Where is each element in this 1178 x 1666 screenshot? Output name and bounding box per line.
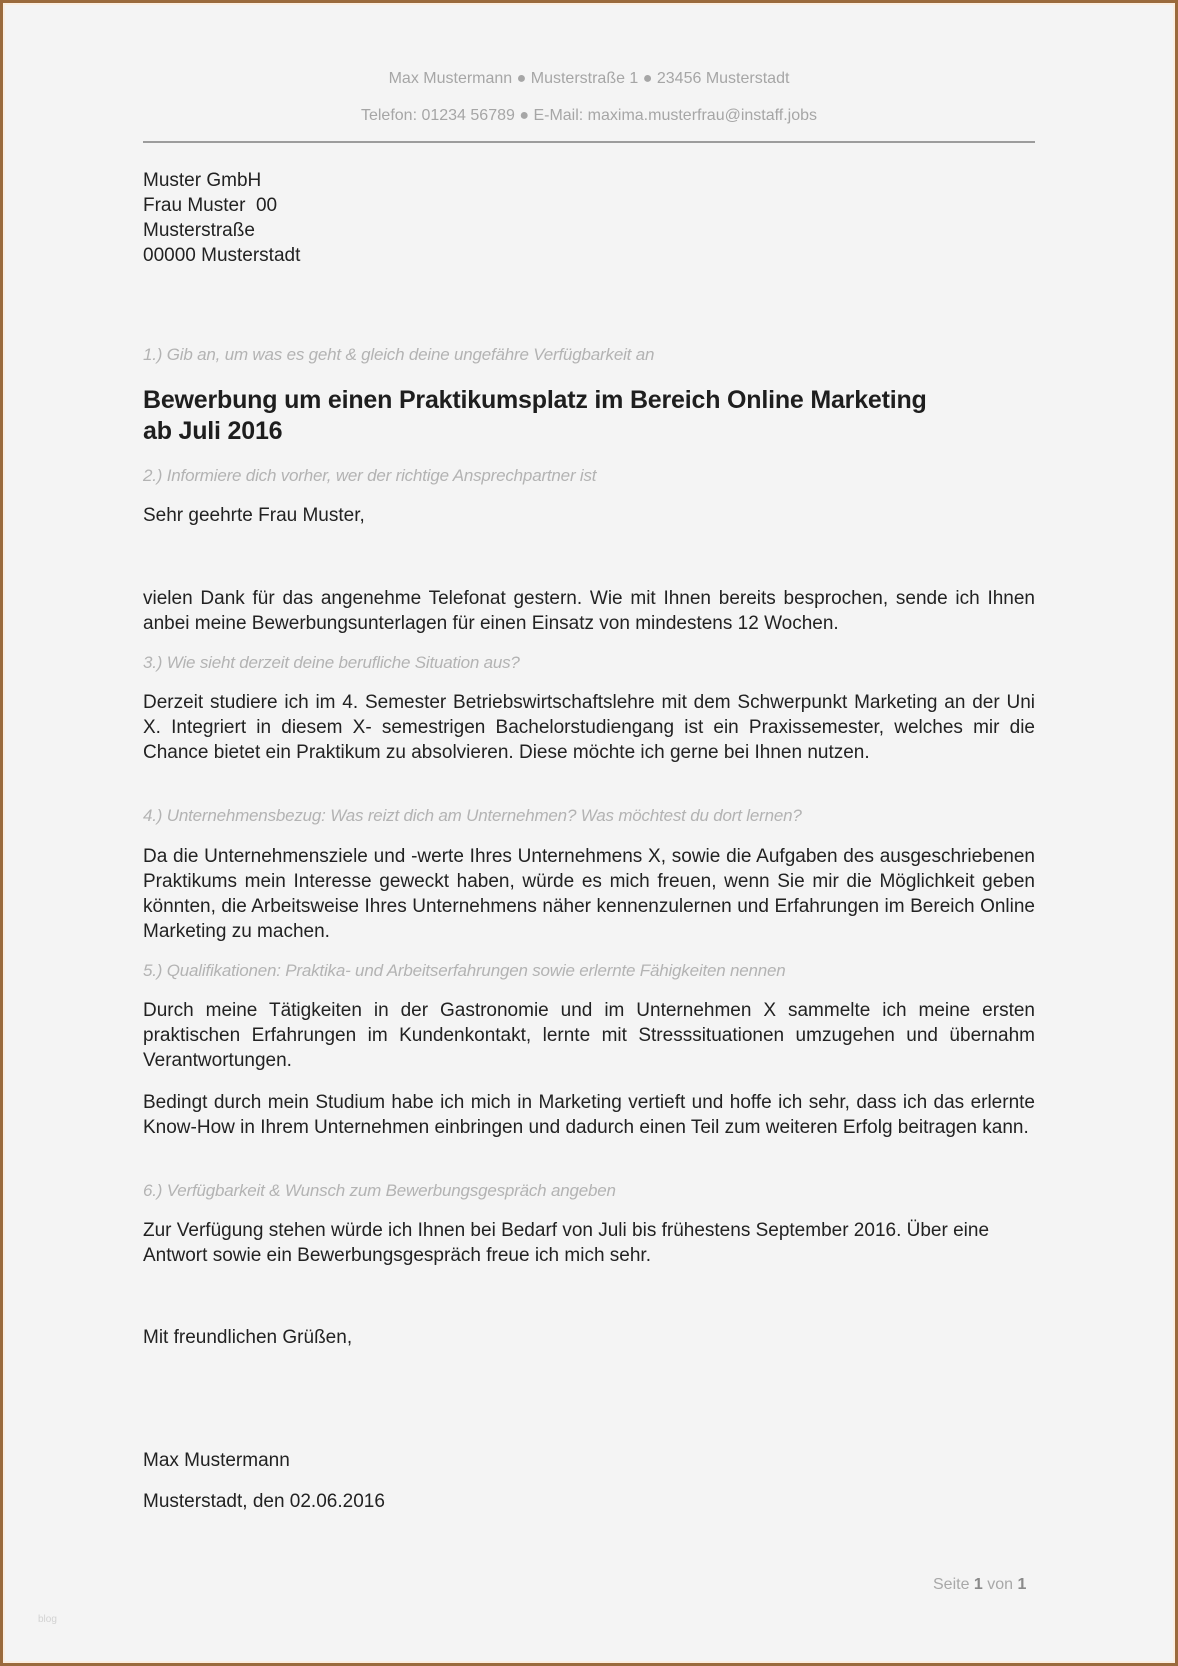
paragraph-intro: vielen Dank für das angenehme Telefonat gestern. Wie mit Ihnen bereits besprochen, sende ich Ihnen anbei meine Bewerbungsunterlagen für einen Einsatz von mindestens 12 Wochen.	[143, 588, 1035, 634]
sender-address-line: Max Mustermann ● Musterstraße 1 ● 23456 Musterstadt	[388, 70, 790, 87]
page-total: 1	[1017, 1576, 1027, 1593]
subject-heading	[143, 385, 1043, 447]
page-of: von	[987, 1576, 1014, 1593]
subject-line-2: ab Juli 2016	[143, 417, 283, 445]
subject-line-1: Bewerbung um einen Praktikumsplatz im Bereich Online Marketing	[143, 386, 927, 414]
page-current: 1	[973, 1576, 983, 1593]
watermark: blog	[38, 1614, 57, 1625]
signature-name: Max Mustermann	[143, 1450, 290, 1471]
paragraph-availability: Zur Verfügung stehen würde ich Ihnen bei Bedarf von Juli bis frühestens September 2016. Über eine Antwort sowie ein Bewerbungsgespräch freue ich mich sehr.	[143, 1220, 990, 1266]
hint-2: 2.) Informiere dich vorher, wer der richtige Ansprechpartner ist	[143, 466, 597, 485]
recipient-street: Musterstraße	[143, 220, 255, 241]
recipient-address	[143, 168, 300, 268]
paragraph-situation: Derzeit studiere ich im 4. Semester Betriebswirtschaftslehre mit dem Schwerpunkt Marketing an der Uni X. Integriert in diesem X- semestrigen Bachelorstudiengang ist ein Praxissemester, welches mir die Chance bietet ein Praktikum zu absolvieren. Diese möchte ich gerne bei Ihnen nutzen.	[143, 692, 1035, 763]
place-date: Musterstadt, den 02.06.2016	[143, 1491, 385, 1512]
salutation: Sehr geehrte Frau Muster,	[143, 505, 365, 526]
closing: Mit freundlichen Grüßen,	[143, 1327, 353, 1348]
recipient-city: 00000 Musterstadt	[143, 245, 301, 266]
page-number	[933, 1576, 1026, 1594]
hint-1: 1.) Gib an, um was es geht & gleich deine ungefähre Verfügbarkeit an	[143, 345, 655, 364]
hint-3: 3.) Wie sieht derzeit deine berufliche Situation aus?	[143, 653, 520, 672]
header-divider	[143, 141, 1035, 143]
sender-contact-line: Telefon: 01234 56789 ● E-Mail: maxima.musterfrau@instaff.jobs	[360, 107, 818, 124]
page-label: Seite	[933, 1576, 970, 1593]
hint-6: 6.) Verfügbarkeit & Wunsch zum Bewerbungsgespräch angeben	[143, 1181, 616, 1200]
paragraph-company: Da die Unternehmensziele und -werte Ihres Unternehmens X, sowie die Aufgaben des ausgeschriebenen Praktikums mein Interesse geweckt haben, würde es mich freuen, wenn Sie mir die Möglichkeit geben könnten, die Arbeitsweise Ihres Unternehmens näher kennenzulernen und Erfahrungen im Bereich Online Marketing zu machen.	[143, 846, 1035, 942]
recipient-contact: Frau Muster 00	[143, 195, 278, 216]
hint-5: 5.) Qualifikationen: Praktika- und Arbeitserfahrungen sowie erlernte Fähigkeiten nennen	[143, 961, 786, 980]
paragraph-studies: Bedingt durch mein Studium habe ich mich in Marketing vertieft und hoffe ich sehr, dass ich das erlernte Know-How in Ihrem Unternehmen einbringen und dadurch einen Teil zum weiteren Erfolg beitragen kann.	[143, 1092, 1035, 1138]
hint-4: 4.) Unternehmensbezug: Was reizt dich am Unternehmen? Was möchtest du dort lernen?	[143, 806, 802, 825]
paragraph-qualifications: Durch meine Tätigkeiten in der Gastronomie und im Unternehmen X sammelte ich meine ersten praktischen Erfahrungen im Kundenkontakt, lernte mit Stresssituationen umzugehen und übernahm Verantwortungen.	[143, 1000, 1035, 1071]
recipient-company: Muster GmbH	[143, 170, 262, 191]
